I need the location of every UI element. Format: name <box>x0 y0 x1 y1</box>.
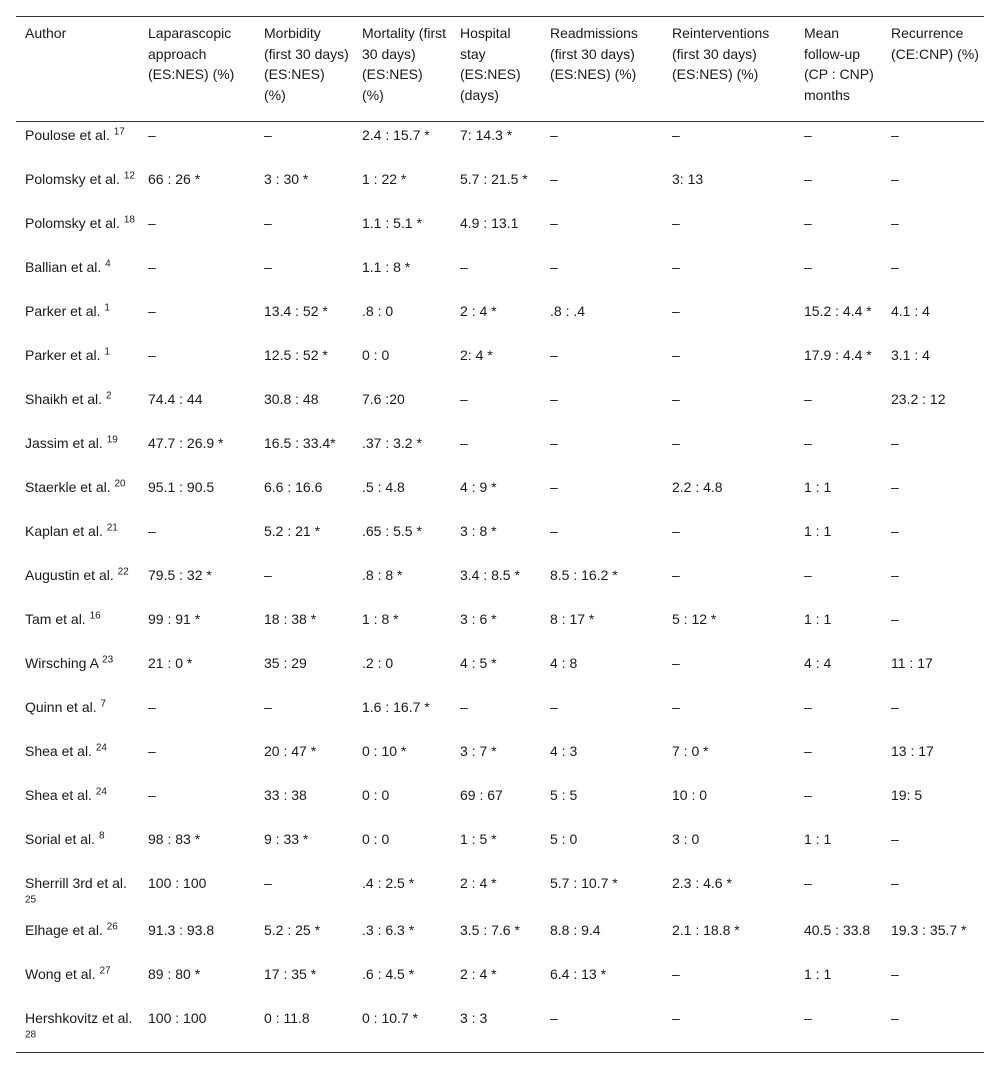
value-cell: – <box>891 610 899 627</box>
author-cell <box>16 870 139 917</box>
table-row <box>16 694 984 738</box>
value-cell: 5 : 5 <box>550 786 578 803</box>
value-cell: – <box>550 258 558 275</box>
value-cell: – <box>148 522 156 539</box>
value-cell: .3 : 6.3 * <box>362 921 415 938</box>
value-cell: – <box>891 830 899 847</box>
value-cell: 7 : 0 * <box>672 742 709 759</box>
table-row <box>16 606 984 650</box>
value-cell: – <box>550 434 558 451</box>
value-cell: 19: 5 <box>891 786 923 803</box>
value-cell: – <box>550 1009 558 1026</box>
value-cell: .65 : 5.5 * <box>362 522 422 539</box>
author-name: Shaikh et al. <box>25 390 103 407</box>
value-cell: – <box>672 566 680 583</box>
value-cell: 74.4 : 44 <box>148 390 203 407</box>
value-cell: 17.9 : 4.4 * <box>804 346 872 363</box>
table-row <box>16 870 984 917</box>
value-cell: 0 : 0 <box>362 830 390 847</box>
reference-number: 22 <box>117 565 129 577</box>
value-cell: – <box>804 698 812 715</box>
author-cell <box>16 650 139 694</box>
reference-number: 28 <box>25 1029 37 1041</box>
value-cell: 0 : 11.8 <box>264 1009 310 1026</box>
value-cell: – <box>264 566 272 583</box>
value-cell: 19.3 : 35.7 * <box>891 921 967 938</box>
value-cell: 4.1 : 4 <box>891 302 930 319</box>
author-name: Tam et al. <box>25 610 86 627</box>
value-cell: 66 : 26 * <box>148 170 201 187</box>
value-cell: 100 : 100 <box>148 1009 207 1026</box>
value-cell: 4 : 4 <box>804 654 832 671</box>
value-cell: 1 : 1 <box>804 478 832 495</box>
author-name: Poulose et al. <box>25 127 110 143</box>
value-cell: 4 : 8 <box>550 654 578 671</box>
value-cell: – <box>891 214 899 231</box>
value-cell: 69 : 67 <box>460 786 503 803</box>
value-cell: – <box>264 214 272 231</box>
value-cell: – <box>148 214 156 231</box>
value-cell: – <box>804 1009 812 1026</box>
author-cell <box>16 122 139 166</box>
value-cell: – <box>891 258 899 275</box>
value-cell: 12.5 : 52 * <box>264 346 328 363</box>
value-cell: 3 : 30 * <box>264 170 309 187</box>
value-cell: 18 : 38 * <box>264 610 317 627</box>
value-cell: 6.4 : 13 * <box>550 965 607 982</box>
table-row <box>16 386 984 430</box>
author-cell <box>16 342 139 386</box>
value-cell: 2.3 : 4.6 * <box>672 874 732 891</box>
author-cell <box>16 694 139 738</box>
value-cell: 47.7 : 26.9 * <box>148 434 224 451</box>
value-cell: – <box>550 214 558 231</box>
value-cell: .8 : 0 <box>362 302 394 319</box>
author-name: Shea et al. <box>25 742 92 759</box>
value-cell: 3 : 7 * <box>460 742 497 759</box>
author-cell <box>16 961 139 1005</box>
table-row <box>16 298 984 342</box>
author-cell <box>16 562 139 606</box>
value-cell: 0 : 10 * <box>362 742 407 759</box>
table-row <box>16 122 984 166</box>
value-cell: 6.6 : 16.6 <box>264 478 323 495</box>
value-cell: 1.1 : 8 * <box>362 258 411 275</box>
value-cell: – <box>891 698 899 715</box>
value-cell: 3: 13 <box>672 170 704 187</box>
value-cell: 8.5 : 16.2 * <box>550 566 618 583</box>
reference-number: 21 <box>106 521 118 533</box>
value-cell: 4 : 3 <box>550 742 578 759</box>
value-cell: 95.1 : 90.5 <box>148 478 215 495</box>
table-row <box>16 738 984 782</box>
author-name: Wong et al. <box>25 965 96 982</box>
value-cell: .37 : 3.2 * <box>362 434 422 451</box>
value-cell: 17 : 35 * <box>264 965 317 982</box>
value-cell: 9 : 33 * <box>264 830 309 847</box>
author-name: Sherrill 3rd et al. <box>25 874 127 891</box>
author-cell <box>16 606 139 650</box>
value-cell: 3 : 6 * <box>460 610 497 627</box>
value-cell: 2.4 : 15.7 * <box>362 127 430 143</box>
table-row <box>16 650 984 694</box>
author-name: Wirsching A <box>25 654 99 671</box>
value-cell: – <box>672 346 680 363</box>
value-cell: – <box>672 214 680 231</box>
value-cell: – <box>804 434 812 451</box>
value-cell: – <box>148 698 156 715</box>
value-cell: – <box>891 566 899 583</box>
value-cell: – <box>264 127 272 143</box>
value-cell: – <box>672 302 680 319</box>
value-cell: – <box>891 434 899 451</box>
author-name: Parker et al. <box>25 302 101 319</box>
value-cell: – <box>550 522 558 539</box>
value-cell: 0 : 10.7 * <box>362 1009 419 1026</box>
value-cell: 8.8 : 9.4 <box>550 921 601 938</box>
value-cell: 20 : 47 * <box>264 742 317 759</box>
value-cell: – <box>891 965 899 982</box>
value-cell: – <box>264 874 272 891</box>
value-cell: 2.1 : 18.8 * <box>672 921 740 938</box>
table-row <box>16 342 984 386</box>
value-cell: .6 : 4.5 * <box>362 965 415 982</box>
value-cell: 7: 14.3 * <box>460 127 513 143</box>
author-name: Polomsky et al. <box>25 214 120 231</box>
author-name: Staerkle et al. <box>25 478 111 495</box>
value-cell: .5 : 4.8 <box>362 478 405 495</box>
table-row <box>16 518 984 562</box>
reference-number: 25 <box>25 894 37 906</box>
value-cell: 3.4 : 8.5 * <box>460 566 520 583</box>
value-cell: 16.5 : 33.4* <box>264 434 336 451</box>
author-cell <box>16 298 139 342</box>
value-cell: – <box>148 302 156 319</box>
value-cell: – <box>672 522 680 539</box>
value-cell: 5.7 : 10.7 * <box>550 874 618 891</box>
header-row <box>16 17 984 122</box>
value-cell: – <box>804 786 812 803</box>
value-cell: 0 : 0 <box>362 346 390 363</box>
value-cell: 91.3 : 93.8 <box>148 921 215 938</box>
value-cell: .8 : .4 <box>550 302 586 319</box>
column-header: Author <box>25 25 67 41</box>
author-name: Quinn et al. <box>25 698 97 715</box>
value-cell: 1 : 1 <box>804 522 832 539</box>
value-cell: – <box>804 742 812 759</box>
value-cell: 13 : 17 <box>891 742 934 759</box>
column-header: Reinterventions (first 30 days) (ES:NES) (%) <box>672 25 770 82</box>
value-cell: – <box>672 258 680 275</box>
author-name: Jassim et al. <box>25 434 103 451</box>
value-cell: 1.1 : 5.1 * <box>362 214 422 231</box>
value-cell: – <box>891 127 899 143</box>
table-row <box>16 562 984 606</box>
value-cell: – <box>804 874 812 891</box>
value-cell: – <box>148 258 156 275</box>
value-cell: .2 : 0 <box>362 654 394 671</box>
author-cell <box>16 430 139 474</box>
table-row <box>16 782 984 826</box>
column-header: Hospital stay (ES:NES) (days) <box>460 25 521 103</box>
value-cell: 3.5 : 7.6 * <box>460 921 520 938</box>
value-cell: 4.9 : 13.1 <box>460 214 519 231</box>
column-header: Laparascopic approach (ES:NES) (%) <box>148 25 235 82</box>
value-cell: – <box>891 478 899 495</box>
value-cell: – <box>460 258 468 275</box>
value-cell: – <box>460 390 468 407</box>
value-cell: – <box>891 522 899 539</box>
value-cell: 23.2 : 12 <box>891 390 946 407</box>
value-cell: – <box>148 346 156 363</box>
value-cell: 5 : 12 * <box>672 610 717 627</box>
value-cell: 3.1 : 4 <box>891 346 930 363</box>
value-cell: 5 : 0 <box>550 830 578 847</box>
reference-number: 7 <box>100 697 107 709</box>
value-cell: – <box>804 127 812 143</box>
value-cell: 98 : 83 * <box>148 830 201 847</box>
author-name: Sorial et al. <box>25 830 96 847</box>
table-row <box>16 917 984 961</box>
author-cell <box>16 917 139 961</box>
value-cell: 3 : 3 <box>460 1009 488 1026</box>
value-cell: – <box>672 434 680 451</box>
value-cell: – <box>672 965 680 982</box>
reference-number: 24 <box>95 741 107 753</box>
table-row <box>16 961 984 1005</box>
value-cell: 79.5 : 32 * <box>148 566 212 583</box>
value-cell: – <box>804 170 812 187</box>
value-cell: – <box>550 170 558 187</box>
value-cell: 5.2 : 25 * <box>264 921 321 938</box>
value-cell: – <box>148 742 156 759</box>
table-row <box>16 430 984 474</box>
value-cell: 99 : 91 * <box>148 610 201 627</box>
reference-number: 27 <box>99 964 111 976</box>
value-cell: 1 : 5 * <box>460 830 497 847</box>
reference-number: 1 <box>104 301 110 313</box>
author-name: Polomsky et al. <box>25 170 120 187</box>
value-cell: 3 : 8 * <box>460 522 497 539</box>
table-row <box>16 826 984 870</box>
value-cell: 1.6 : 16.7 * <box>362 698 430 715</box>
reference-number: 16 <box>89 609 101 621</box>
results-table <box>16 16 984 1053</box>
author-cell <box>16 1005 139 1053</box>
column-header: Mortality (first 30 days) (ES:NES) (%) <box>362 25 446 103</box>
value-cell: 21 : 0 * <box>148 654 193 671</box>
value-cell: 8 : 17 * <box>550 610 595 627</box>
table-row <box>16 1005 984 1053</box>
value-cell: 89 : 80 * <box>148 965 201 982</box>
value-cell: 2.2 : 4.8 <box>672 478 723 495</box>
value-cell: – <box>550 478 558 495</box>
author-name: Elhage et al. <box>25 921 103 938</box>
value-cell: 1 : 1 <box>804 830 832 847</box>
reference-number: 2 <box>105 389 112 401</box>
value-cell: – <box>264 258 272 275</box>
value-cell: 30.8 : 48 <box>264 390 319 407</box>
value-cell: 4 : 9 * <box>460 478 497 495</box>
value-cell: – <box>460 434 468 451</box>
reference-number: 17 <box>113 126 125 138</box>
value-cell: – <box>891 170 899 187</box>
value-cell: 7.6 :20 <box>362 390 405 407</box>
value-cell: – <box>264 698 272 715</box>
reference-number: 23 <box>102 653 114 665</box>
table-row <box>16 474 984 518</box>
value-cell: – <box>148 786 156 803</box>
value-cell: – <box>891 874 899 891</box>
author-cell <box>16 738 139 782</box>
value-cell: 1 : 22 * <box>362 170 407 187</box>
author-cell <box>16 210 139 254</box>
value-cell: 40.5 : 33.8 <box>804 921 871 938</box>
value-cell: 33 : 38 <box>264 786 307 803</box>
value-cell: – <box>891 1009 899 1026</box>
value-cell: – <box>804 390 812 407</box>
value-cell: – <box>460 698 468 715</box>
reference-number: 8 <box>98 829 105 841</box>
value-cell: 2 : 4 * <box>460 874 497 891</box>
value-cell: – <box>672 698 680 715</box>
value-cell: – <box>672 1009 680 1026</box>
author-cell <box>16 474 139 518</box>
author-cell <box>16 386 139 430</box>
reference-number: 19 <box>106 433 118 445</box>
value-cell: 15.2 : 4.4 * <box>804 302 872 319</box>
column-header: Recurrence (CE:CNP) (%) <box>891 25 979 62</box>
author-name: Augustin et al. <box>25 566 114 583</box>
value-cell: 3 : 0 <box>672 830 700 847</box>
value-cell: 11 : 17 <box>891 654 933 671</box>
value-cell: – <box>550 127 558 143</box>
value-cell: 1 : 8 * <box>362 610 399 627</box>
value-cell: – <box>550 390 558 407</box>
author-name: Shea et al. <box>25 786 92 803</box>
value-cell: – <box>804 566 812 583</box>
value-cell: .4 : 2.5 * <box>362 874 415 891</box>
column-header: Morbidity (first 30 days) (ES:NES) (%) <box>264 25 349 103</box>
author-name: Hershkovitz et al. <box>25 1009 133 1026</box>
value-cell: 10 : 0 <box>672 786 708 803</box>
reference-number: 4 <box>105 257 111 269</box>
reference-number: 20 <box>114 477 126 489</box>
author-name: Kaplan et al. <box>25 522 103 539</box>
value-cell: 5.7 : 21.5 * <box>460 170 528 187</box>
column-header: Readmissions (first 30 days) (ES:NES) (%) <box>550 25 638 82</box>
table-body <box>16 122 984 1053</box>
value-cell: – <box>672 390 680 407</box>
value-cell: 1 : 1 <box>804 610 832 627</box>
reference-number: 26 <box>106 920 118 932</box>
reference-number: 1 <box>104 345 110 357</box>
author-name: Parker et al. <box>25 346 101 363</box>
value-cell: 13.4 : 52 * <box>264 302 328 319</box>
table-row <box>16 254 984 298</box>
value-cell: – <box>804 258 812 275</box>
value-cell: 35 : 29 <box>264 654 307 671</box>
value-cell: 0 : 0 <box>362 786 390 803</box>
author-cell <box>16 518 139 562</box>
value-cell: 100 : 100 <box>148 874 207 891</box>
reference-number: 18 <box>123 213 135 225</box>
value-cell: – <box>672 127 680 143</box>
value-cell: .8 : 8 * <box>362 566 403 583</box>
value-cell: 2 : 4 * <box>460 302 497 319</box>
value-cell: 1 : 1 <box>804 965 832 982</box>
value-cell: 2 : 4 * <box>460 965 497 982</box>
reference-number: 12 <box>123 169 135 181</box>
reference-number: 24 <box>95 785 107 797</box>
author-name: Ballian et al. <box>25 258 102 275</box>
value-cell: – <box>804 214 812 231</box>
value-cell: – <box>550 698 558 715</box>
value-cell: – <box>672 654 680 671</box>
table-row <box>16 166 984 210</box>
author-cell <box>16 254 139 298</box>
column-header: Mean follow-up (CP : CNP) months <box>804 25 874 103</box>
value-cell: 5.2 : 21 * <box>264 522 321 539</box>
value-cell: – <box>148 127 156 143</box>
author-cell <box>16 782 139 826</box>
author-cell <box>16 826 139 870</box>
table-row <box>16 210 984 254</box>
author-cell <box>16 166 139 210</box>
value-cell: – <box>550 346 558 363</box>
value-cell: 4 : 5 * <box>460 654 497 671</box>
value-cell: 2: 4 * <box>460 346 493 363</box>
